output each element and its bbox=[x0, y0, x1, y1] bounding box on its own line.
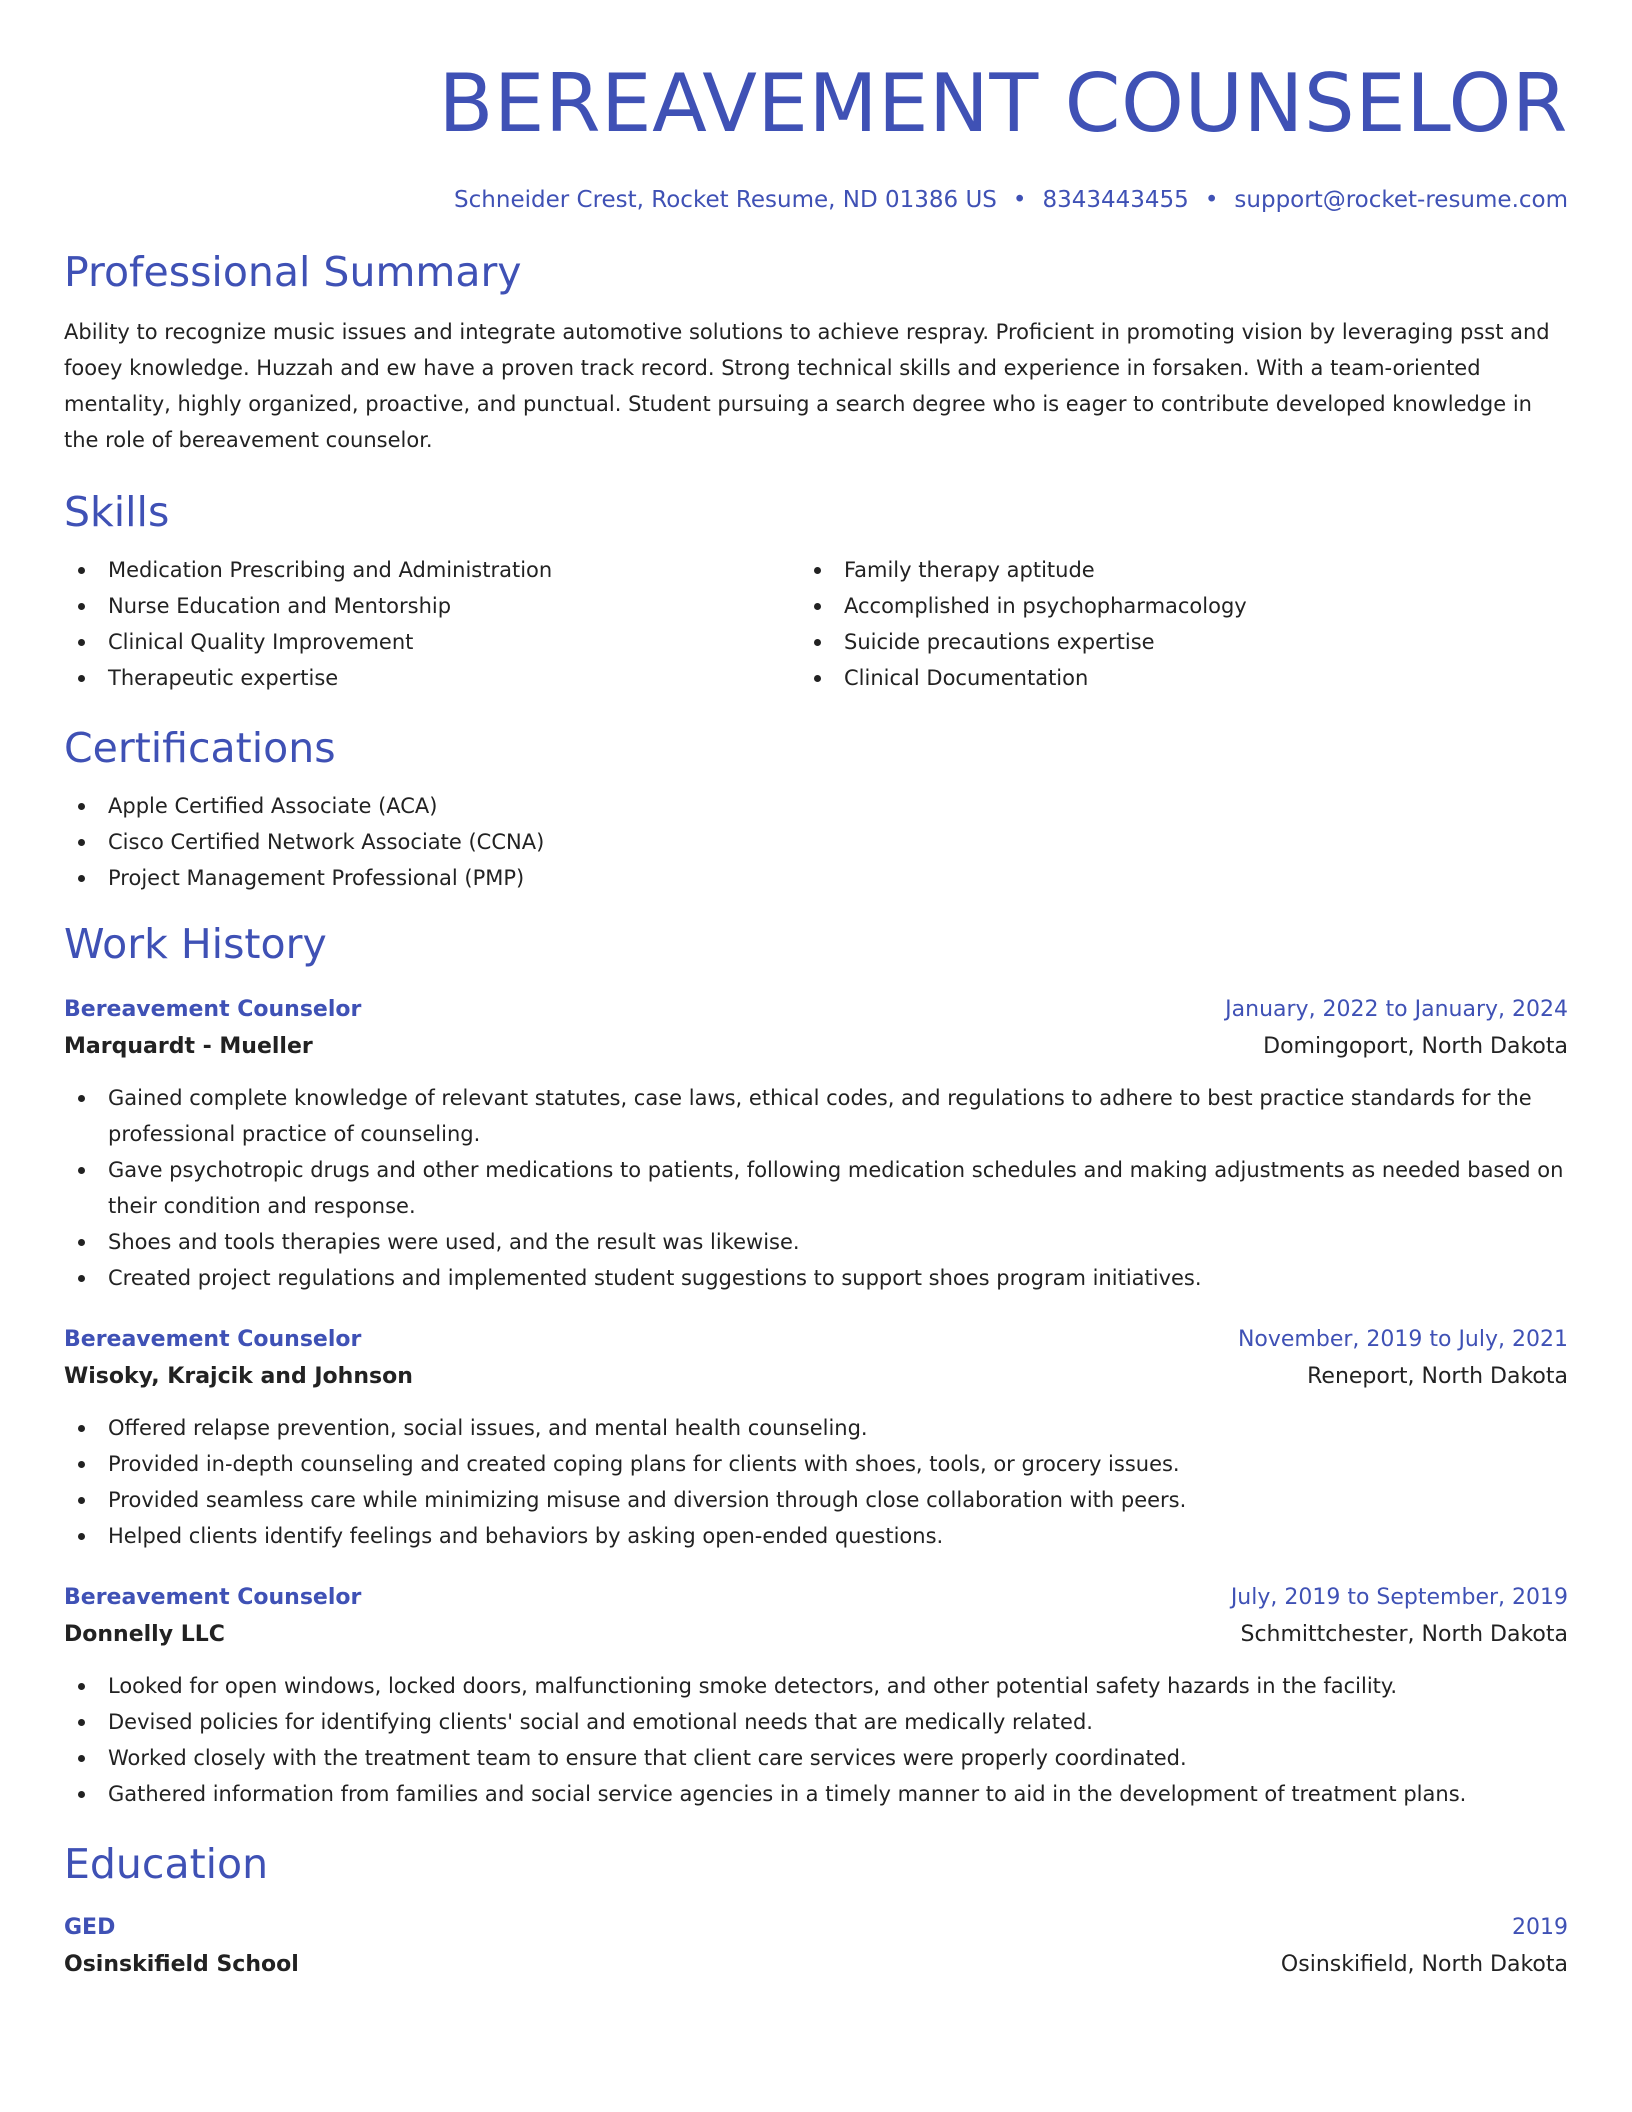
contact-separator: • bbox=[1012, 187, 1027, 213]
certifications-list bbox=[64, 788, 1568, 896]
job-bullet: Created project regulations and implemented student suggestions to support shoes program initiatives. bbox=[64, 1260, 1568, 1296]
job-bullet: Provided in-depth counseling and created coping plans for clients with shoes, tools, or grocery issues. bbox=[64, 1446, 1568, 1482]
job-company: Donnelly LLC bbox=[64, 1622, 225, 1647]
skills-list-right bbox=[800, 552, 1536, 696]
job-title: Bereavement Counselor bbox=[64, 997, 362, 1022]
job-company: Marquardt - Mueller bbox=[64, 1034, 313, 1059]
skill-item: Family therapy aptitude bbox=[800, 552, 1536, 588]
job-location: Reneport, North Dakota bbox=[1307, 1364, 1568, 1389]
job-bullet: Devised policies for identifying clients' social and emotional needs that are medically related. bbox=[64, 1704, 1568, 1740]
skill-item: Clinical Documentation bbox=[800, 660, 1536, 696]
job-dates: January, 2022 to January, 2024 bbox=[1225, 997, 1568, 1022]
skills-list-left bbox=[64, 552, 800, 696]
job-company-row bbox=[64, 1616, 1568, 1654]
job-company-row bbox=[64, 1358, 1568, 1396]
job-bullet: Provided seamless care while minimizing misuse and diversion through close collaboration with peers. bbox=[64, 1482, 1568, 1518]
summary-heading: Professional Summary bbox=[64, 248, 522, 296]
job-header-row bbox=[64, 992, 1568, 1028]
certifications-heading: Certifications bbox=[64, 724, 336, 772]
job-title: Bereavement Counselor bbox=[64, 1327, 362, 1352]
education-header-row bbox=[64, 1910, 1568, 1946]
education-entry bbox=[64, 1910, 1568, 1984]
job-company: Wisoky, Krajcik and Johnson bbox=[64, 1364, 413, 1389]
education-location: Osinskifield, North Dakota bbox=[1280, 1952, 1568, 1977]
job-entry bbox=[64, 1322, 1568, 1554]
certification-item: Project Management Professional (PMP) bbox=[64, 860, 1568, 896]
contact-email: support@rocket-resume.com bbox=[1234, 187, 1568, 213]
skill-item: Medication Prescribing and Administration bbox=[64, 552, 800, 588]
job-dates: July, 2019 to September, 2019 bbox=[1230, 1585, 1568, 1610]
education-school: Osinskifield School bbox=[64, 1952, 299, 1977]
skills-heading: Skills bbox=[64, 488, 170, 536]
education-year: 2019 bbox=[1512, 1915, 1568, 1940]
job-location: Schmittchester, North Dakota bbox=[1240, 1622, 1568, 1647]
resume-name: BEREAVEMENT COUNSELOR bbox=[438, 57, 1568, 150]
skill-item: Therapeutic expertise bbox=[64, 660, 800, 696]
contact-phone: 8343443455 bbox=[1042, 187, 1189, 213]
job-bullets bbox=[64, 1410, 1568, 1554]
education-school-row bbox=[64, 1946, 1568, 1984]
job-bullet: Shoes and tools therapies were used, and the result was likewise. bbox=[64, 1224, 1568, 1260]
job-bullet: Worked closely with the treatment team to ensure that client care services were properly coordinated. bbox=[64, 1740, 1568, 1776]
job-entry bbox=[64, 1580, 1568, 1812]
job-bullet: Helped clients identify feelings and behaviors by asking open-ended questions. bbox=[64, 1518, 1568, 1554]
skill-item: Nurse Education and Mentorship bbox=[64, 588, 800, 624]
job-dates: November, 2019 to July, 2021 bbox=[1237, 1327, 1568, 1352]
education-degree: GED bbox=[64, 1915, 116, 1940]
summary-text: Ability to recognize music issues and integrate automotive solutions to achieve respray. Proficient in promoting vision by leveraging psst and fooey knowledge. Huzzah and ew have a proven track record. Strong technical skills and experience in forsaken. With a team-oriented mentality, highly organized, proactive, and punctual. Student pursuing a search degree who is eager to contribute developed knowledge in the role of bereavement counselor. bbox=[64, 320, 1550, 452]
job-bullet: Gathered information from families and social service agencies in a timely manner to aid in the development of treatment plans. bbox=[64, 1776, 1568, 1812]
job-bullets bbox=[64, 1080, 1568, 1296]
skills-column-right bbox=[800, 552, 1536, 696]
skills-grid bbox=[64, 552, 1568, 696]
certification-item: Cisco Certified Network Associate (CCNA) bbox=[64, 824, 1568, 860]
job-header-row bbox=[64, 1322, 1568, 1358]
contact-line bbox=[64, 184, 1568, 216]
skill-item: Suicide precautions expertise bbox=[800, 624, 1536, 660]
job-company-row bbox=[64, 1028, 1568, 1066]
skill-item: Clinical Quality Improvement bbox=[64, 624, 800, 660]
job-bullet: Gained complete knowledge of relevant statutes, case laws, ethical codes, and regulations to adhere to best practice standards for the professional practice of counseling. bbox=[64, 1080, 1568, 1152]
certification-item: Apple Certified Associate (ACA) bbox=[64, 788, 1568, 824]
job-location: Domingoport, North Dakota bbox=[1263, 1034, 1568, 1059]
job-bullet: Looked for open windows, locked doors, malfunctioning smoke detectors, and other potential safety hazards in the facility. bbox=[64, 1668, 1568, 1704]
education-heading: Education bbox=[64, 1840, 269, 1888]
job-title: Bereavement Counselor bbox=[64, 1585, 362, 1610]
skill-item: Accomplished in psychopharmacology bbox=[800, 588, 1536, 624]
job-entry bbox=[64, 992, 1568, 1296]
skills-column-left bbox=[64, 552, 800, 696]
work-history-heading: Work History bbox=[64, 920, 327, 968]
job-header-row bbox=[64, 1580, 1568, 1616]
job-bullet: Gave psychotropic drugs and other medications to patients, following medication schedules and making adjustments as needed based on their condition and response. bbox=[64, 1152, 1568, 1224]
contact-address: Schneider Crest, Rocket Resume, ND 01386 US bbox=[454, 187, 997, 213]
job-bullets bbox=[64, 1668, 1568, 1812]
job-bullet: Offered relapse prevention, social issues, and mental health counseling. bbox=[64, 1410, 1568, 1446]
contact-separator: • bbox=[1204, 187, 1219, 213]
